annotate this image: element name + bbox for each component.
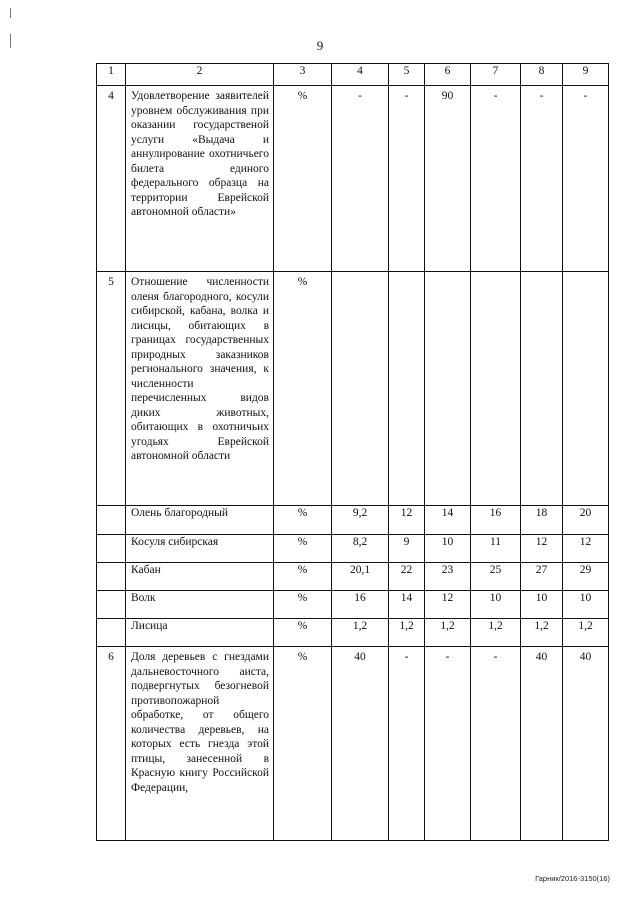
value-cell: 1,2 [563,619,609,647]
row-unit: % [274,272,332,506]
document-reference: Гарник/2016-3150(16) [535,874,610,883]
indicator-table [96,63,609,841]
subrow-unit: % [274,619,332,647]
value-cell: 12 [521,535,563,563]
header-cell: 5 [389,64,425,86]
value-cell: - [332,86,389,272]
value-cell: - [563,86,609,272]
margin-mark [10,8,11,18]
value-cell: 25 [471,563,521,591]
header-cell: 7 [471,64,521,86]
value-cell [389,272,425,506]
value-cell: 10 [563,591,609,619]
value-cell: - [389,647,425,841]
value-cell: 20,1 [332,563,389,591]
value-cell: 1,2 [521,619,563,647]
subrow-unit: % [274,591,332,619]
value-cell: 16 [471,506,521,535]
table-row [97,86,609,272]
value-cell: 22 [389,563,425,591]
value-cell: 10 [471,591,521,619]
row-unit: % [274,647,332,841]
row-description: Удовлетворение заявителей уровнем обслуживания при оказании государственой услуги «Выдача и аннулирование охотничьего билета единого федерального образца на территории Еврейской автономной области» [126,86,274,272]
header-cell: 8 [521,64,563,86]
value-cell: - [471,647,521,841]
value-cell: 9,2 [332,506,389,535]
value-cell: - [471,86,521,272]
value-cell: 18 [521,506,563,535]
subrow-label: Лисица [126,619,274,647]
value-cell: 40 [332,647,389,841]
empty-cell [97,506,126,535]
value-cell: 9 [389,535,425,563]
row-number: 6 [97,647,126,841]
subrow-label: Косуля сибирская [126,535,274,563]
empty-cell [97,563,126,591]
value-cell: 10 [425,535,471,563]
value-cell [332,272,389,506]
table-row [97,647,609,841]
table-row [97,272,609,506]
value-cell: 10 [521,591,563,619]
value-cell: 20 [563,506,609,535]
value-cell: 40 [563,647,609,841]
value-cell: 1,2 [425,619,471,647]
header-cell: 9 [563,64,609,86]
subrow [97,591,609,619]
value-cell: 12 [389,506,425,535]
header-cell: 6 [425,64,471,86]
value-cell: 40 [521,647,563,841]
row-number: 4 [97,86,126,272]
value-cell: 1,2 [471,619,521,647]
value-cell: 29 [563,563,609,591]
row-unit: % [274,86,332,272]
value-cell: 16 [332,591,389,619]
value-cell [425,272,471,506]
subrow [97,619,609,647]
value-cell: - [521,86,563,272]
value-cell: 90 [425,86,471,272]
value-cell: 11 [471,535,521,563]
subrow-label: Кабан [126,563,274,591]
value-cell [471,272,521,506]
page-number: 9 [316,38,324,53]
subrow-label: Олень благородный [126,506,274,535]
value-cell: 1,2 [332,619,389,647]
subrow-unit: % [274,506,332,535]
empty-cell [97,619,126,647]
row-description: Отношение численности оленя благородного, косули сибирской, кабана, волка и лисицы, обитающих в границах государственных природных заказников регионального значения, к численности перечисленных видов диких животных, обитающих в охотничьих угодьях Еврейской автономной области [126,272,274,506]
row-number: 5 [97,272,126,506]
value-cell [521,272,563,506]
header-cell: 2 [126,64,274,86]
subrow-unit: % [274,535,332,563]
value-cell: 14 [389,591,425,619]
header-cell: 1 [97,64,126,86]
header-cell: 3 [274,64,332,86]
value-cell: 27 [521,563,563,591]
subrow [97,563,609,591]
value-cell: 8,2 [332,535,389,563]
subrow-unit: % [274,563,332,591]
subrow-label: Волк [126,591,274,619]
row-description: Доля деревьев с гнездами дальневосточного аиста, подвергнутых безогневой противопожарной обработке, от общего количества деревьев, на которых есть гнезда этой птицы, занесенной в Красную книгу Российской Федерации, [126,647,274,841]
value-cell: - [425,647,471,841]
value-cell: 1,2 [389,619,425,647]
subrow [97,506,609,535]
subrow [97,535,609,563]
value-cell [563,272,609,506]
value-cell: 23 [425,563,471,591]
value-cell: 12 [425,591,471,619]
empty-cell [97,535,126,563]
value-cell: 14 [425,506,471,535]
empty-cell [97,591,126,619]
header-cell: 4 [332,64,389,86]
header-row [97,64,609,86]
value-cell: - [389,86,425,272]
value-cell: 12 [563,535,609,563]
